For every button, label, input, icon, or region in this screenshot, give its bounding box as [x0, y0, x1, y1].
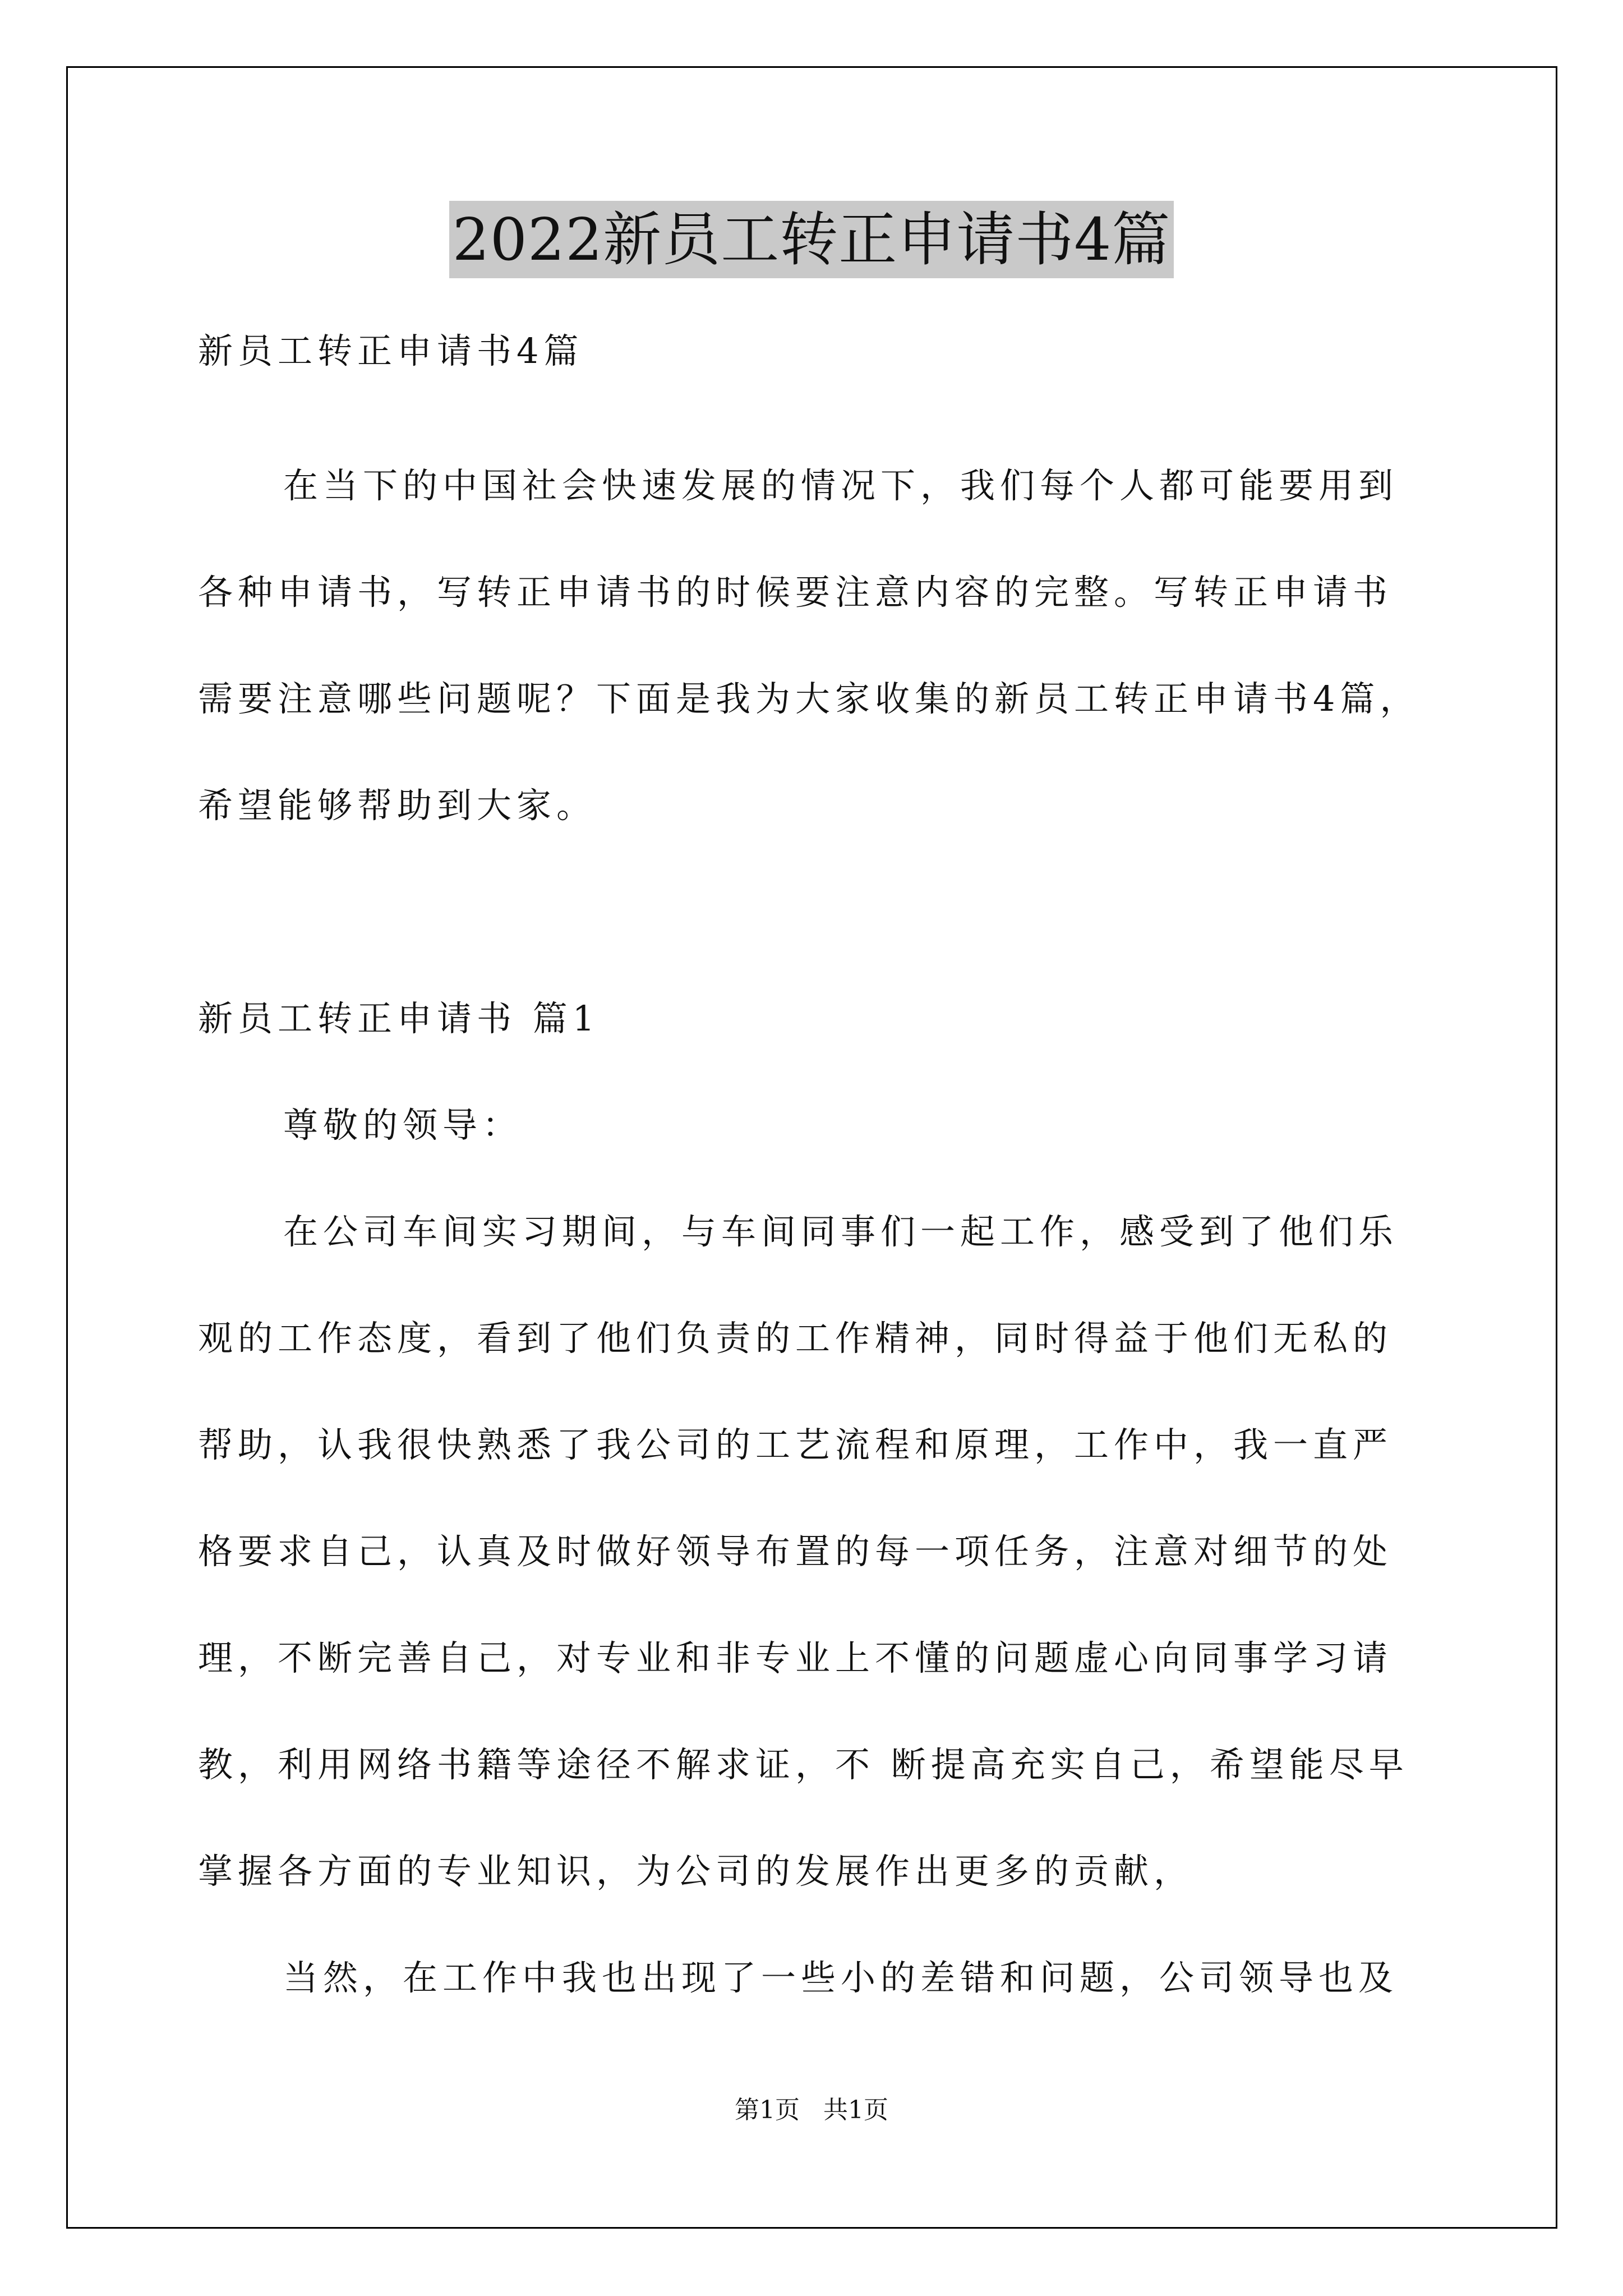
title-container — [0, 201, 1623, 278]
body-line-3: 帮助，认我很快熟悉了我公司的工艺流程和原理，工作中，我一直严 — [198, 1424, 1393, 1465]
body-line-4: 格要求自己，认真及时做好领导布置的每一项任务，注意对细节的处 — [198, 1531, 1393, 1572]
section-heading: 新员工转正申请书 篇1 — [198, 998, 600, 1039]
page-footer: 第1页 共1页 — [735, 2096, 888, 2124]
document-title: 2022新员工转正申请书4篇 — [449, 201, 1174, 278]
body-line-5: 理，不断完善自己，对专业和非专业上不懂的问题虚心向同事学习请 — [198, 1637, 1393, 1678]
body-line-7: 掌握各方面的专业知识，为公司的发展作出更多的贡献， — [198, 1851, 1194, 1892]
intro-line-4: 希望能够帮助到大家。 — [198, 785, 597, 826]
subtitle-line: 新员工转正申请书4篇 — [198, 330, 584, 371]
body-line-1: 在公司车间实习期间，与车间同事们一起工作，感受到了他们乐 — [283, 1211, 1399, 1252]
body-line-8: 当然，在工作中我也出现了一些小的差错和问题，公司领导也及 — [283, 1957, 1399, 1998]
body-line-2: 观的工作态度，看到了他们负责的工作精神，同时得益于他们无私的 — [198, 1318, 1393, 1359]
intro-line-2: 各种申请书，写转正申请书的时候要注意内容的完整。写转正申请书 — [198, 572, 1393, 613]
intro-line-3: 需要注意哪些问题呢？下面是我为大家收集的新员工转正申请书4篇， — [198, 678, 1420, 719]
body-line-6: 教，利用网络书籍等途径不解求证，不 断提高充实自己，希望能尽早 — [198, 1744, 1409, 1785]
intro-line-1: 在当下的中国社会快速发展的情况下，我们每个人都可能要用到 — [283, 465, 1399, 506]
salutation-line: 尊敬的领导： — [283, 1105, 523, 1145]
